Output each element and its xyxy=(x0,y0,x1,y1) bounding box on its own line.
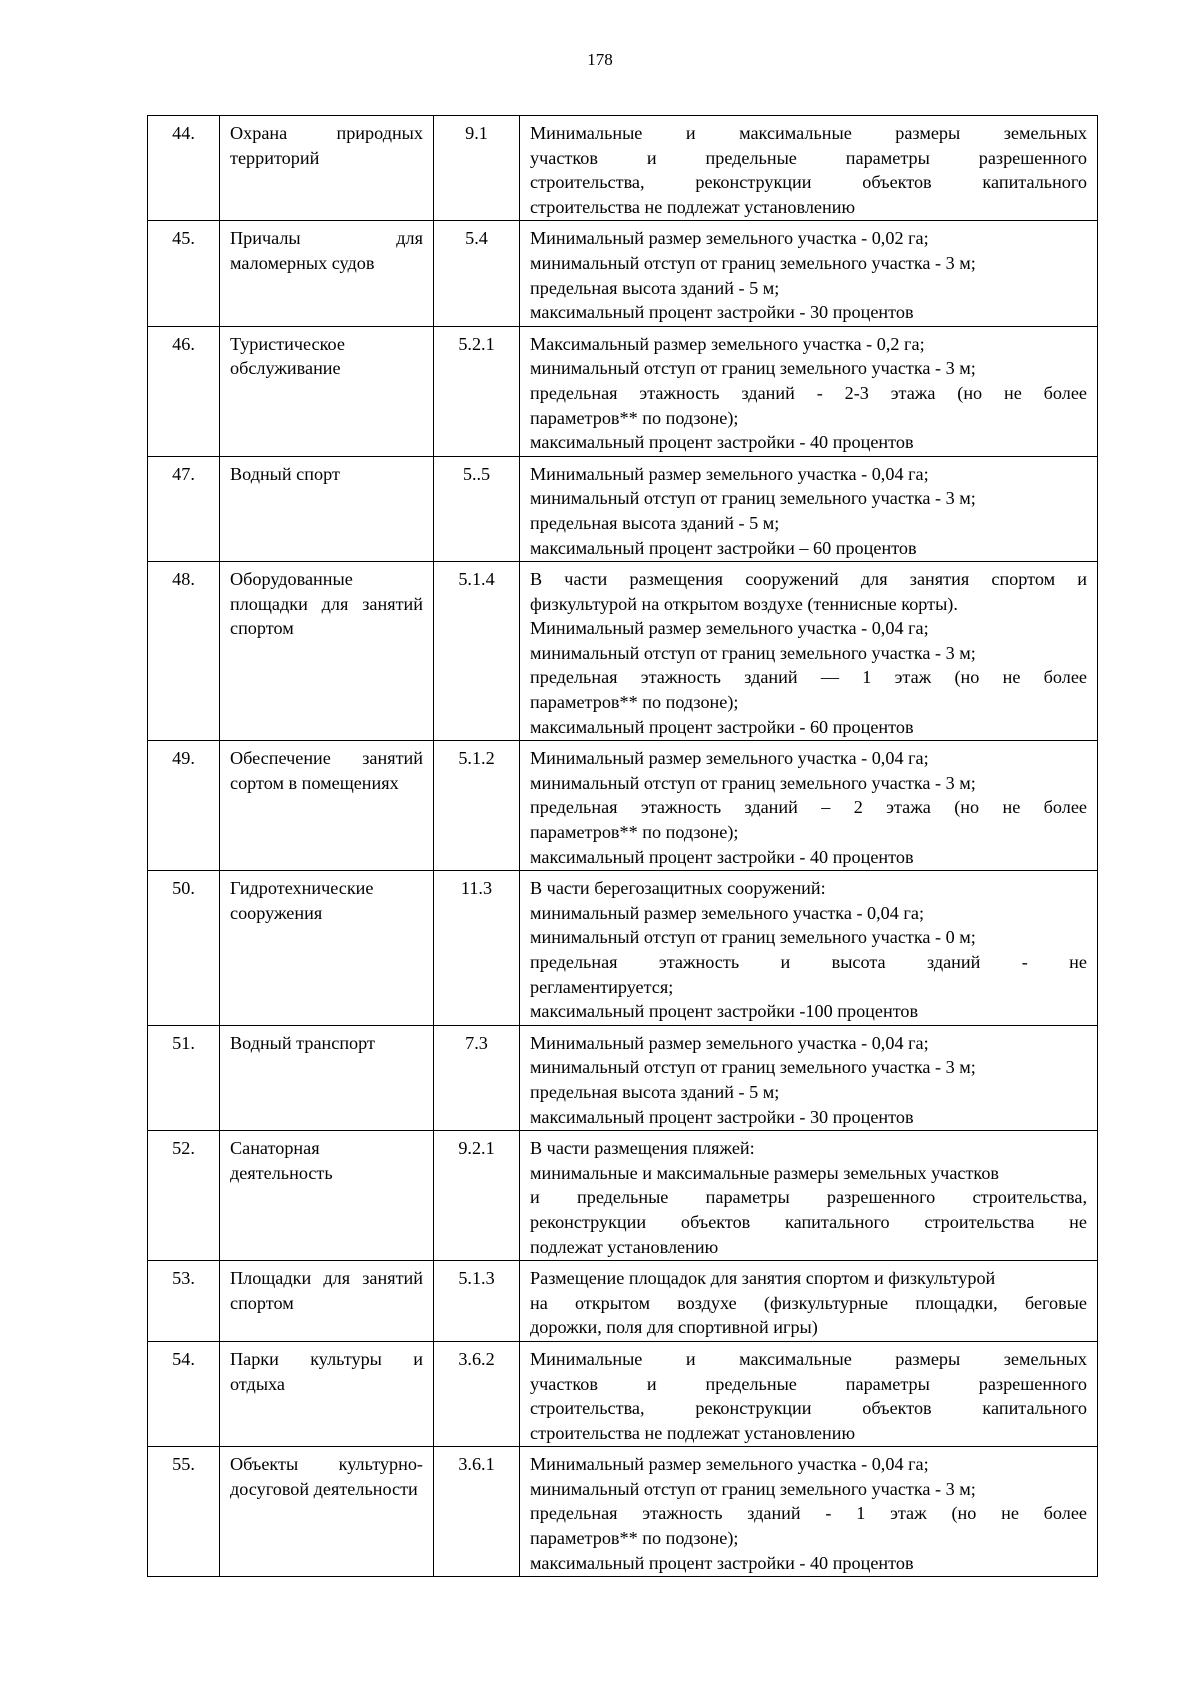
permitted-use-name: Водный транспорт xyxy=(220,1025,434,1130)
description-line: минимальный размер земельного участка - 0,04 га; xyxy=(530,902,925,923)
description-line: предельная высота зданий - 5 м; xyxy=(530,512,780,533)
description-line: строительства, реконструкции объектов капитального xyxy=(530,172,1087,193)
classifier-code: 5.1.4 xyxy=(434,562,520,741)
description-line: минимальный отступ от границ земельного участка - 3 м; xyxy=(530,642,976,663)
description-line: физкультурой на открытом воздухе (теннисные корты). xyxy=(530,593,958,614)
description-line: регламентируется; xyxy=(530,976,674,997)
classifier-code: 5.1.3 xyxy=(434,1261,520,1342)
description-line: минимальный отступ от границ земельного участка - 0 м; xyxy=(530,927,976,948)
classifier-code: 5..5 xyxy=(434,456,520,561)
permitted-use-name: Туристическое обслуживание xyxy=(220,326,434,456)
permitted-use-name: Обеспечение занятий сортом в помещениях xyxy=(220,741,434,871)
description-line: максимальный процент застройки -100 процентов xyxy=(530,1001,919,1022)
description-line: Минимальный размер земельного участка - 0,04 га; xyxy=(530,618,929,639)
parameters-description xyxy=(520,562,1098,741)
row-number: 44. xyxy=(148,116,220,221)
table-row xyxy=(148,1261,1098,1342)
row-number: 53. xyxy=(148,1261,220,1342)
table-row xyxy=(148,1341,1098,1446)
classifier-code: 3.6.2 xyxy=(434,1341,520,1446)
description-line: Минимальный размер земельного участка - 0,04 га; xyxy=(530,748,929,769)
parameters-description xyxy=(520,1131,1098,1261)
permitted-use-name: Охрана природных территорий xyxy=(220,116,434,221)
parameters-description xyxy=(520,871,1098,1026)
parameters-description xyxy=(520,1261,1098,1342)
table-row xyxy=(148,221,1098,326)
table-body xyxy=(148,116,1098,1577)
description-line: предельная этажность и высота зданий - не xyxy=(530,952,1087,972)
permitted-use-name: Оборудованные площадки для занятий спортом xyxy=(220,562,434,741)
description-line: участков и предельные параметры разрешенного xyxy=(530,1373,1087,1394)
description-line: максимальный процент застройки - 40 процентов xyxy=(530,1552,914,1573)
table-row xyxy=(148,871,1098,1026)
parameters-description xyxy=(520,1447,1098,1577)
parameters-description xyxy=(520,221,1098,326)
description-line: минимальный отступ от границ земельного участка - 3 м; xyxy=(530,1478,976,1499)
description-line: минимальный отступ от границ земельного участка - 3 м; xyxy=(530,358,976,379)
row-number: 52. xyxy=(148,1131,220,1261)
row-number: 48. xyxy=(148,562,220,741)
row-number: 55. xyxy=(148,1447,220,1577)
description-line: максимальный процент застройки – 60 процентов xyxy=(530,537,917,558)
description-line: подлежат установлению xyxy=(530,1236,719,1257)
parameters-description xyxy=(520,741,1098,871)
row-number: 51. xyxy=(148,1025,220,1130)
classifier-code: 9.2.1 xyxy=(434,1131,520,1261)
description-line: предельная этажность зданий — 1 этаж (но не более xyxy=(530,667,1087,688)
description-line: параметров** по подзоне); xyxy=(530,692,739,713)
classifier-code: 5.1.2 xyxy=(434,741,520,871)
description-line: Минимальный размер земельного участка - 0,04 га; xyxy=(530,1032,929,1053)
parameters-description xyxy=(520,326,1098,456)
table-row xyxy=(148,741,1098,871)
description-line: предельная этажность зданий - 2-3 этажа (но не более xyxy=(530,382,1087,403)
description-line: минимальный отступ от границ земельного участка - 3 м; xyxy=(530,772,976,793)
description-line: В части размещения пляжей: xyxy=(530,1138,755,1159)
description-line: предельная высота зданий - 5 м; xyxy=(530,1081,780,1102)
row-number: 54. xyxy=(148,1341,220,1446)
row-number: 46. xyxy=(148,326,220,456)
description-line: минимальные и максимальные размеры земельных участков xyxy=(530,1162,1000,1183)
description-line: на открытом воздухе (физкультурные площадки, беговые xyxy=(530,1292,1087,1313)
description-line: Минимальные и максимальные размеры земельных xyxy=(530,1348,1087,1369)
description-line: максимальный процент застройки - 30 процентов xyxy=(530,302,914,323)
description-line: максимальный процент застройки - 30 процентов xyxy=(530,1106,914,1127)
description-line: В части берегозащитных сооружений: xyxy=(530,878,826,899)
classifier-code: 5.4 xyxy=(434,221,520,326)
description-line: параметров** по подзоне); xyxy=(530,822,739,843)
row-number: 45. xyxy=(148,221,220,326)
row-number: 49. xyxy=(148,741,220,871)
description-line: Минимальный размер земельного участка - 0,04 га; xyxy=(530,463,929,484)
table-row xyxy=(148,116,1098,221)
table-row xyxy=(148,1131,1098,1261)
permitted-use-name: Объекты культурно-досуговой деятельности xyxy=(220,1447,434,1577)
permitted-use-name: Причалы для маломерных судов xyxy=(220,221,434,326)
description-line: предельная этажность зданий – 2 этажа (но не более xyxy=(530,797,1087,818)
table-row xyxy=(148,326,1098,456)
description-line: предельная высота зданий - 5 м; xyxy=(530,277,780,298)
regulations-table xyxy=(147,115,1098,1577)
description-line: строительства не подлежат установлению xyxy=(530,196,856,217)
description-line: В части размещения сооружений для занятия спортом и xyxy=(530,569,1087,590)
description-line: участков и предельные параметры разрешенного xyxy=(530,147,1087,168)
description-line: Минимальный размер земельного участка - 0,04 га; xyxy=(530,1454,929,1475)
description-line: и предельные параметры разрешенного строительства, xyxy=(530,1187,1087,1208)
description-line: Минимальные и максимальные размеры земельных xyxy=(530,123,1087,143)
description-line: реконструкции объектов капитального строительства не xyxy=(530,1211,1087,1232)
table-row xyxy=(148,562,1098,741)
table-row xyxy=(148,456,1098,561)
table-row xyxy=(148,1447,1098,1577)
description-line: параметров** по подзоне); xyxy=(530,407,739,428)
classifier-code: 9.1 xyxy=(434,116,520,221)
table-row xyxy=(148,1025,1098,1130)
classifier-code: 11.3 xyxy=(434,871,520,1026)
description-line: минимальный отступ от границ земельного участка - 3 м; xyxy=(530,1057,976,1078)
description-line: максимальный процент застройки - 60 процентов xyxy=(530,716,914,737)
parameters-description xyxy=(520,116,1098,221)
description-line: Минимальный размер земельного участка - 0,02 га; xyxy=(530,228,929,249)
page-number: 178 xyxy=(587,50,613,69)
classifier-code: 3.6.1 xyxy=(434,1447,520,1577)
description-line: максимальный процент застройки - 40 процентов xyxy=(530,846,914,867)
description-line: максимальный процент застройки - 40 процентов xyxy=(530,432,914,453)
description-line: минимальный отступ от границ земельного участка - 3 м; xyxy=(530,488,976,509)
description-line: параметров** по подзоне); xyxy=(530,1528,739,1549)
description-line: Максимальный размер земельного участка - 0,2 га; xyxy=(530,333,925,354)
parameters-description xyxy=(520,1025,1098,1130)
parameters-description xyxy=(520,456,1098,561)
permitted-use-name: Площадки для занятий спортом xyxy=(220,1261,434,1342)
description-line: минимальный отступ от границ земельного участка - 3 м; xyxy=(530,252,976,273)
description-line: предельная этажность зданий - 1 этаж (но не более xyxy=(530,1503,1087,1524)
row-number: 50. xyxy=(148,871,220,1026)
permitted-use-name: Водный спорт xyxy=(220,456,434,561)
classifier-code: 5.2.1 xyxy=(434,326,520,456)
parameters-description xyxy=(520,1341,1098,1446)
permitted-use-name: Санаторная деятельность xyxy=(220,1131,434,1261)
description-line: Размещение площадок для занятия спортом и физкультурой xyxy=(530,1268,996,1289)
permitted-use-name: Парки культуры и отдыха xyxy=(220,1341,434,1446)
row-number: 47. xyxy=(148,456,220,561)
description-line: дорожки, поля для спортивной игры) xyxy=(530,1317,818,1338)
description-line: строительства не подлежат установлению xyxy=(530,1422,856,1443)
description-line: строительства, реконструкции объектов капитального xyxy=(530,1398,1087,1419)
permitted-use-name: Гидротехнические сооружения xyxy=(220,871,434,1026)
classifier-code: 7.3 xyxy=(434,1025,520,1130)
